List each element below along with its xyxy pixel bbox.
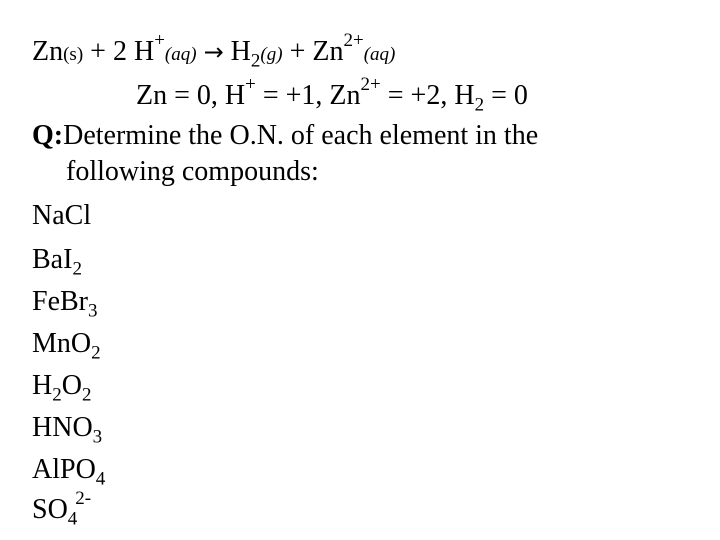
- oxidation-numbers: [136, 73, 528, 116]
- compound-so4-sub: 4: [67, 508, 78, 530]
- question-text-2: following compounds:: [66, 156, 319, 187]
- compound-h2o2-o: O: [61, 370, 82, 401]
- compound-alpo4-main: AlPO: [32, 454, 96, 485]
- state-aq-1: (aq): [164, 44, 197, 65]
- zn-charge: 2+: [343, 29, 364, 51]
- compound-bai2-sub: 2: [72, 258, 82, 280]
- state-aq-2: (aq): [363, 44, 396, 65]
- compound-h2o2: [32, 370, 92, 406]
- on-zn-charge: 2+: [360, 73, 381, 95]
- state-g: (g): [260, 44, 283, 65]
- reactant-zn: Zn: [32, 36, 64, 67]
- h-charge: +: [154, 29, 165, 51]
- question-line-2: [66, 156, 319, 188]
- compound-so4-main: SO: [32, 494, 68, 525]
- compound-bai2: [32, 244, 82, 280]
- arrow-icon: →: [203, 38, 224, 66]
- compound-alpo4: [32, 454, 106, 490]
- plus-zn: + Zn: [282, 36, 344, 67]
- reaction-equation: [32, 29, 396, 72]
- compound-hno3: [32, 412, 103, 448]
- compound-alpo4-sub: 4: [95, 468, 106, 490]
- plus-h: + 2 H: [83, 36, 155, 67]
- compound-mno2: [32, 328, 101, 364]
- on-zn-h2: = +2, H: [380, 80, 475, 111]
- question-text-1: Determine the O.N. of each element in the: [63, 120, 539, 151]
- compound-mno2-sub: 2: [91, 342, 101, 364]
- compound-bai2-main: BaI: [32, 244, 73, 275]
- on-h2-sub: 2: [474, 94, 485, 116]
- compound-nacl: [32, 200, 91, 232]
- compound-h2o2-hsub: 2: [52, 384, 62, 406]
- product-h2: H: [223, 36, 251, 67]
- compound-febr3-main: FeBr: [32, 286, 88, 317]
- on-h-zn: = +1, Zn: [255, 80, 361, 111]
- compound-mno2-main: MnO: [32, 328, 92, 359]
- compound-h2o2-h: H: [32, 370, 53, 401]
- on-h2-value: = 0: [484, 80, 528, 111]
- compound-so4-charge: 2-: [75, 487, 92, 509]
- compound-so4: [32, 487, 92, 530]
- question-line-1: [32, 120, 538, 152]
- compound-hno3-main: HNO: [32, 412, 93, 443]
- compound-nacl-text: NaCl: [32, 200, 92, 231]
- compound-febr3-sub: 3: [88, 300, 98, 322]
- compound-hno3-sub: 3: [92, 426, 103, 448]
- h2-subscript: 2: [250, 50, 261, 72]
- on-zn-h: Zn = 0, H: [136, 80, 246, 111]
- compound-febr3: [32, 286, 98, 322]
- question-prefix: Q:: [32, 120, 64, 151]
- on-h-charge: +: [245, 73, 256, 95]
- compound-h2o2-osub: 2: [81, 384, 92, 406]
- state-s: (s): [63, 44, 84, 65]
